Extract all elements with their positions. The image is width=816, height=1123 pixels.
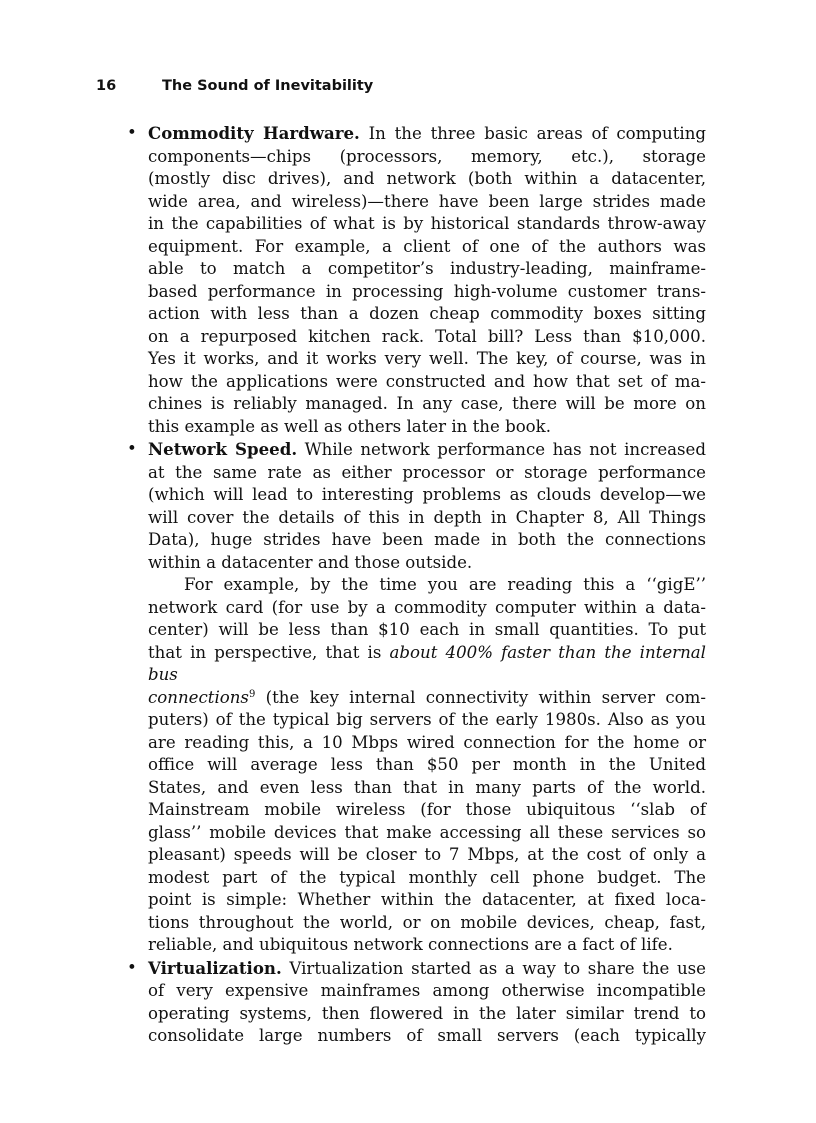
text-line: modest part of the typical monthly cell phone budget. The xyxy=(148,867,706,887)
page-body xyxy=(127,122,706,1048)
text-line: based performance in processing high-volume customer trans- xyxy=(148,281,706,301)
text-line: will cover the details of this in depth in Chapter 8, All Things xyxy=(148,507,706,527)
text-line: glass’’ mobile devices that make accessing all these services so xyxy=(148,822,706,842)
text-line: reliable, and ubiquitous network connections are a fact of life. xyxy=(148,935,673,954)
text-line: of very expensive mainframes among otherwise incompatible xyxy=(148,981,706,1000)
text-line: wide area, and wireless)—there have been large strides made xyxy=(148,191,706,211)
text-line: how the applications were constructed and how that set of ma- xyxy=(148,371,706,391)
text-line: this example as well as others later in the book. xyxy=(148,416,551,436)
text-line: Network Speed. While network performance has not increased xyxy=(148,439,706,459)
text-line: Mainstream mobile wireless (for those ubiquitous ‘‘slab of xyxy=(148,800,706,819)
text-line: Yes it works, and it works very well. The key, of course, was in xyxy=(148,349,706,368)
text-line: Virtualization. Virtualization started as a way to share the use xyxy=(148,957,706,978)
text-line: Commodity Hardware. In the three basic areas of computing xyxy=(148,123,707,143)
text-line: in the capabilities of what is by historical standards throw-away xyxy=(148,214,706,233)
running-title: The Sound of Inevitability xyxy=(162,78,374,94)
bullet-item-commodity-hardware xyxy=(127,122,706,438)
text-line: chines is reliably managed. In any case, there will be more on xyxy=(148,394,706,413)
bullet-item-virtualization xyxy=(127,957,706,1048)
text-line: For example, by the time you are reading this a ‘‘gigE’’ xyxy=(184,575,706,594)
text-line: pleasant) speeds will be closer to 7 Mbps, at the cost of only a xyxy=(148,845,706,864)
text-line: office will average less than $50 per month in the United xyxy=(148,755,706,774)
text-line: action with less than a dozen cheap commodity boxes sitting xyxy=(148,304,706,323)
item-heading: Commodity Hardware. xyxy=(148,123,360,143)
text-line: that in perspective, that is about 400% faster than the internal bus xyxy=(148,642,706,684)
text-line: consolidate large numbers of small servers (each typically xyxy=(148,1026,706,1045)
text-line: able to match a competitor’s industry-leading, mainframe- xyxy=(148,259,706,278)
text-line: center) will be less than $10 each in small quantities. To put xyxy=(148,620,706,639)
footnote-marker[interactable]: 9 xyxy=(248,688,256,700)
text-line: components—chips (processors, memory, etc.), storage xyxy=(148,146,706,166)
text-line: point is simple: Whether within the datacenter, at fixed loca- xyxy=(148,890,706,909)
text-line: equipment. For example, a client of one of the authors was xyxy=(148,236,706,256)
text-line: States, and even less than that in many parts of the world. xyxy=(148,777,706,797)
emphasis-text: about 400% faster than the internal bus xyxy=(148,642,706,684)
item-heading: Virtualization. xyxy=(148,957,282,978)
text-line: (which will lead to interesting problems as clouds develop—we xyxy=(148,485,706,504)
text-line: tions throughout the world, or on mobile devices, cheap, fast, xyxy=(148,912,706,932)
bullet-icon: • xyxy=(127,439,137,458)
emphasis-text: connections xyxy=(148,687,249,707)
text-line: are reading this, a 10 Mbps wired connection for the home or xyxy=(148,732,706,752)
item-heading: Network Speed. xyxy=(148,439,298,459)
text-line: connections$^9$ (the key internal connectivity within server com- xyxy=(148,687,706,707)
bullet-icon: • xyxy=(127,123,137,142)
text-line: on a repurposed kitchen rack. Total bill? Less than $10,000. xyxy=(148,326,706,346)
text-line: network card (for use by a commodity computer within a data- xyxy=(148,597,706,617)
text-line: at the same rate as either processor or storage performance xyxy=(148,462,706,482)
text-line: (mostly disc drives), and network (both within a datacenter, xyxy=(148,169,706,188)
text-line: within a datacenter and those outside. xyxy=(148,552,473,572)
page-header xyxy=(96,78,373,94)
text-line: operating systems, then flowered in the later similar trend to xyxy=(148,1003,706,1023)
text-line: Data), huge strides have been made in both the connections xyxy=(148,530,706,549)
page-number: 16 xyxy=(96,78,117,94)
bullet-icon: • xyxy=(127,957,137,977)
text-line: puters) of the typical big servers of the early 1980s. Also as you xyxy=(148,710,706,729)
bullet-item-network-speed xyxy=(127,438,706,957)
